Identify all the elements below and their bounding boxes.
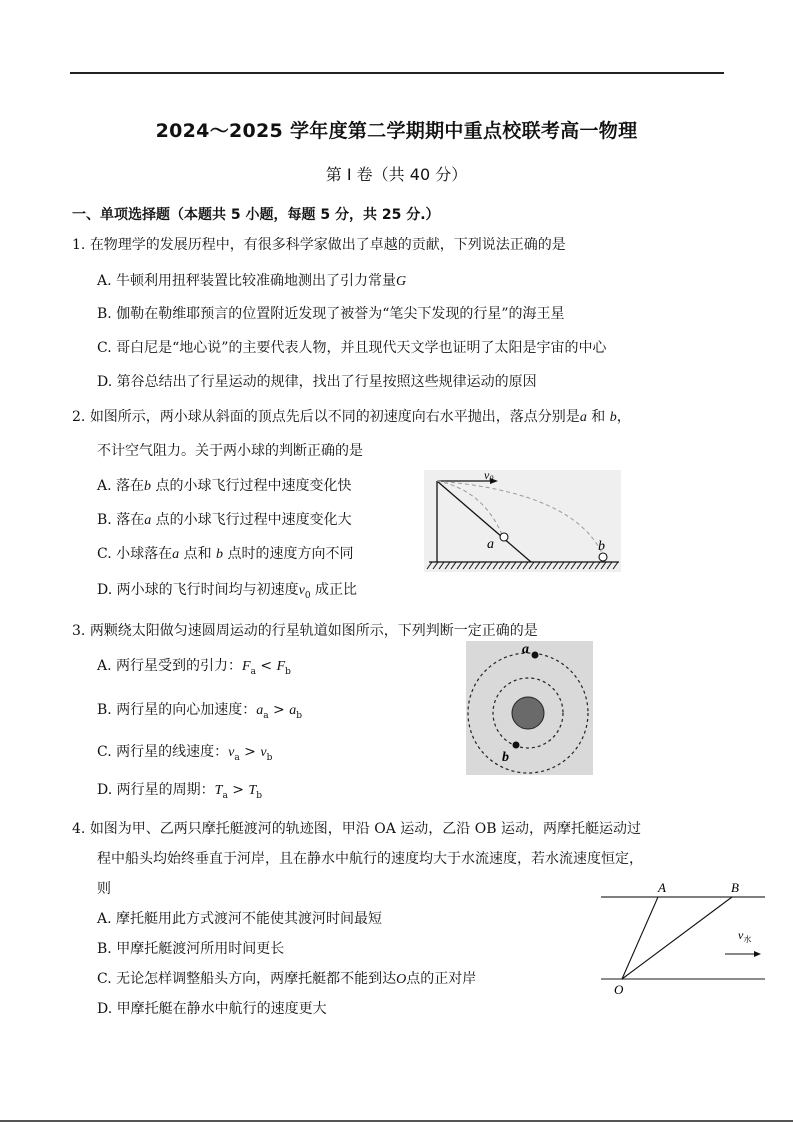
question-4-option-d	[97, 998, 327, 1018]
option-text: 点和	[179, 546, 217, 562]
question-1-option-b	[97, 303, 565, 323]
option-text: 摩托艇用此方式渡河不能使其渡河时间最短	[116, 911, 383, 927]
option-text: 两小球的飞行时间均与初速度	[116, 582, 299, 598]
option-text: 第谷总结出了行星运动的规律，找出了行星按照这些规律运动的原因	[116, 374, 537, 390]
option-label: A.	[97, 658, 112, 674]
option-text: 落在	[116, 512, 145, 528]
question-4-option-c	[97, 968, 476, 988]
option-math: F	[276, 659, 286, 674]
question-number: 2.	[72, 409, 86, 425]
flow-velocity-label: $v_水$	[738, 928, 752, 944]
option-sub: b	[266, 752, 273, 763]
question-1-option-d	[97, 371, 537, 391]
option-label: B.	[97, 306, 112, 322]
question-2-stem-line-1	[72, 406, 631, 426]
option-math: v	[260, 745, 267, 760]
question-1-option-a	[97, 270, 406, 290]
question-2-stem-line-2: 不计空气阻力。关于两小球的判断正确的是	[97, 443, 363, 459]
option-label: C.	[97, 340, 112, 356]
option-text: 点时的速度方向不同	[223, 546, 354, 562]
planet-b	[513, 742, 520, 749]
option-text: 牛顿利用扭秤装置比较准确地测出了引力常量	[116, 273, 397, 289]
question-3-option-c	[97, 741, 272, 763]
option-math: a	[289, 703, 297, 718]
option-sub: b	[296, 710, 302, 721]
question-text: 在物理学的发展历程中，有很多科学家做出了卓越的贡献，下列说法正确的是	[89, 237, 566, 253]
question-2-option-a	[97, 475, 351, 495]
option-label: A.	[97, 478, 112, 494]
flow-arrow-icon	[754, 951, 761, 957]
option-label: D.	[97, 374, 113, 390]
question-number: 1.	[72, 237, 86, 253]
option-label: B.	[97, 941, 112, 957]
option-math: T	[248, 783, 257, 798]
planet-orbits-figure	[466, 641, 593, 775]
question-text: ，	[616, 409, 631, 425]
question-4-option-b	[97, 938, 284, 958]
option-sub: 0	[304, 590, 311, 601]
option-text: 甲摩托艇渡河所用时间更长	[116, 941, 285, 957]
option-math: v	[228, 745, 235, 760]
question-text: 两颗绕太阳做匀速圆周运动的行星轨道如图所示，下列判断一定正确的是	[89, 623, 538, 639]
option-label: B.	[97, 512, 112, 528]
option-label: D.	[97, 1001, 113, 1017]
option-label: A.	[97, 911, 112, 927]
path-oa	[622, 897, 658, 979]
label-A: A	[658, 880, 666, 895]
label-b: b	[502, 750, 509, 765]
question-4-stem-line-3: 则	[97, 881, 111, 897]
option-operator: >	[227, 782, 249, 798]
label-a: a	[487, 537, 494, 552]
label-a: a	[522, 642, 529, 657]
option-text: 两行星受到的引力：	[116, 658, 243, 674]
option-text: 点的正对岸	[406, 971, 477, 987]
question-4-stem-line-1	[72, 818, 641, 838]
question-4-option-a	[97, 908, 382, 928]
exam-part-subtitle: 第 I 卷（共 40 分）	[325, 165, 468, 184]
option-math: F	[242, 659, 251, 674]
exam-title: 2024～2025 学年度第二学期期中重点校联考高一物理	[155, 120, 638, 142]
option-label: D.	[97, 582, 113, 598]
option-text: 两行星的向心加速度：	[116, 702, 257, 718]
var-b: b	[609, 410, 617, 425]
option-var: b	[144, 479, 152, 494]
ball-b	[599, 553, 607, 561]
option-text: 落在	[116, 478, 145, 494]
option-label: D.	[97, 782, 113, 798]
question-number: 4.	[72, 821, 86, 837]
v0-label: v0	[484, 470, 494, 483]
option-operator: <	[255, 658, 277, 674]
question-text: 如图所示，两小球从斜面的顶点先后以不同的初速度向右水平抛出，落点分别是	[89, 409, 580, 425]
question-2-option-d	[97, 579, 357, 601]
question-2-option-c	[97, 543, 353, 563]
option-sub: a	[234, 752, 240, 763]
question-3-stem	[72, 620, 538, 640]
option-label: B.	[97, 702, 112, 718]
var-a: a	[579, 410, 587, 425]
section-heading: 一、单项选择题（本题共 5 小题，每题 5 分，共 25 分.）	[72, 207, 440, 223]
river-crossing-figure	[598, 878, 768, 1000]
sun-icon	[512, 697, 544, 729]
header-rule	[70, 72, 724, 74]
option-label: C.	[97, 546, 112, 562]
option-math: a	[256, 703, 264, 718]
question-text: 和	[586, 409, 610, 425]
option-text: 无论怎样调整船头方向，两摩托艇都不能到达	[116, 971, 397, 987]
option-sub: a	[222, 790, 228, 801]
option-text: 两行星的线速度：	[116, 744, 229, 760]
option-text: 小球落在	[116, 546, 173, 562]
question-number: 3.	[72, 623, 86, 639]
option-label: A.	[97, 273, 112, 289]
option-text: 点的小球飞行过程中速度变化快	[151, 478, 352, 494]
option-math: G	[396, 274, 407, 289]
option-label: C.	[97, 971, 112, 987]
question-text: 如图为甲、乙两只摩托艇渡河的轨迹图，甲沿 OA 运动，乙沿 OB 运动，两摩托艇运动过	[89, 821, 641, 837]
option-text: 哥白尼是“地心说”的主要代表人物，并且现代天文学也证明了太阳是宇宙的中心	[116, 340, 607, 356]
option-var: v	[298, 583, 305, 598]
option-text: 甲摩托艇在静水中航行的速度更大	[116, 1001, 327, 1017]
option-sub: a	[250, 666, 256, 677]
option-sub: a	[263, 710, 269, 721]
question-2-option-b	[97, 509, 352, 529]
question-1-stem	[72, 234, 566, 254]
option-var: a	[172, 547, 180, 562]
planet-a	[532, 652, 539, 659]
label-b: b	[598, 539, 605, 554]
question-1-option-c	[97, 337, 606, 357]
ball-a	[500, 533, 508, 541]
option-math: T	[214, 783, 223, 798]
question-3-option-a	[97, 655, 291, 677]
option-var: O	[396, 972, 407, 987]
option-text: 两行星的周期：	[116, 782, 215, 798]
option-text: 成正比	[310, 582, 358, 598]
question-4-stem-line-2: 程中船头均始终垂直于河岸，且在静水中航行的速度均大于水流速度，若水流速度恒定，	[97, 851, 643, 867]
option-var: b	[216, 547, 224, 562]
option-text: 点的小球飞行过程中速度变化大	[151, 512, 352, 528]
question-3-option-b	[97, 699, 302, 721]
option-var: a	[144, 513, 152, 528]
option-label: C.	[97, 744, 112, 760]
projectile-incline-figure	[424, 470, 621, 572]
option-operator: >	[239, 744, 261, 760]
path-ob	[622, 897, 732, 979]
option-sub: b	[256, 790, 263, 801]
question-3-option-d	[97, 779, 262, 801]
option-text: 伽勒在勒维耶预言的位置附近发现了被誉为“笔尖下发现的行星”的海王星	[116, 306, 565, 322]
option-sub: b	[285, 666, 291, 677]
label-O: O	[614, 982, 624, 997]
option-operator: >	[268, 702, 290, 718]
label-B: B	[731, 880, 739, 895]
